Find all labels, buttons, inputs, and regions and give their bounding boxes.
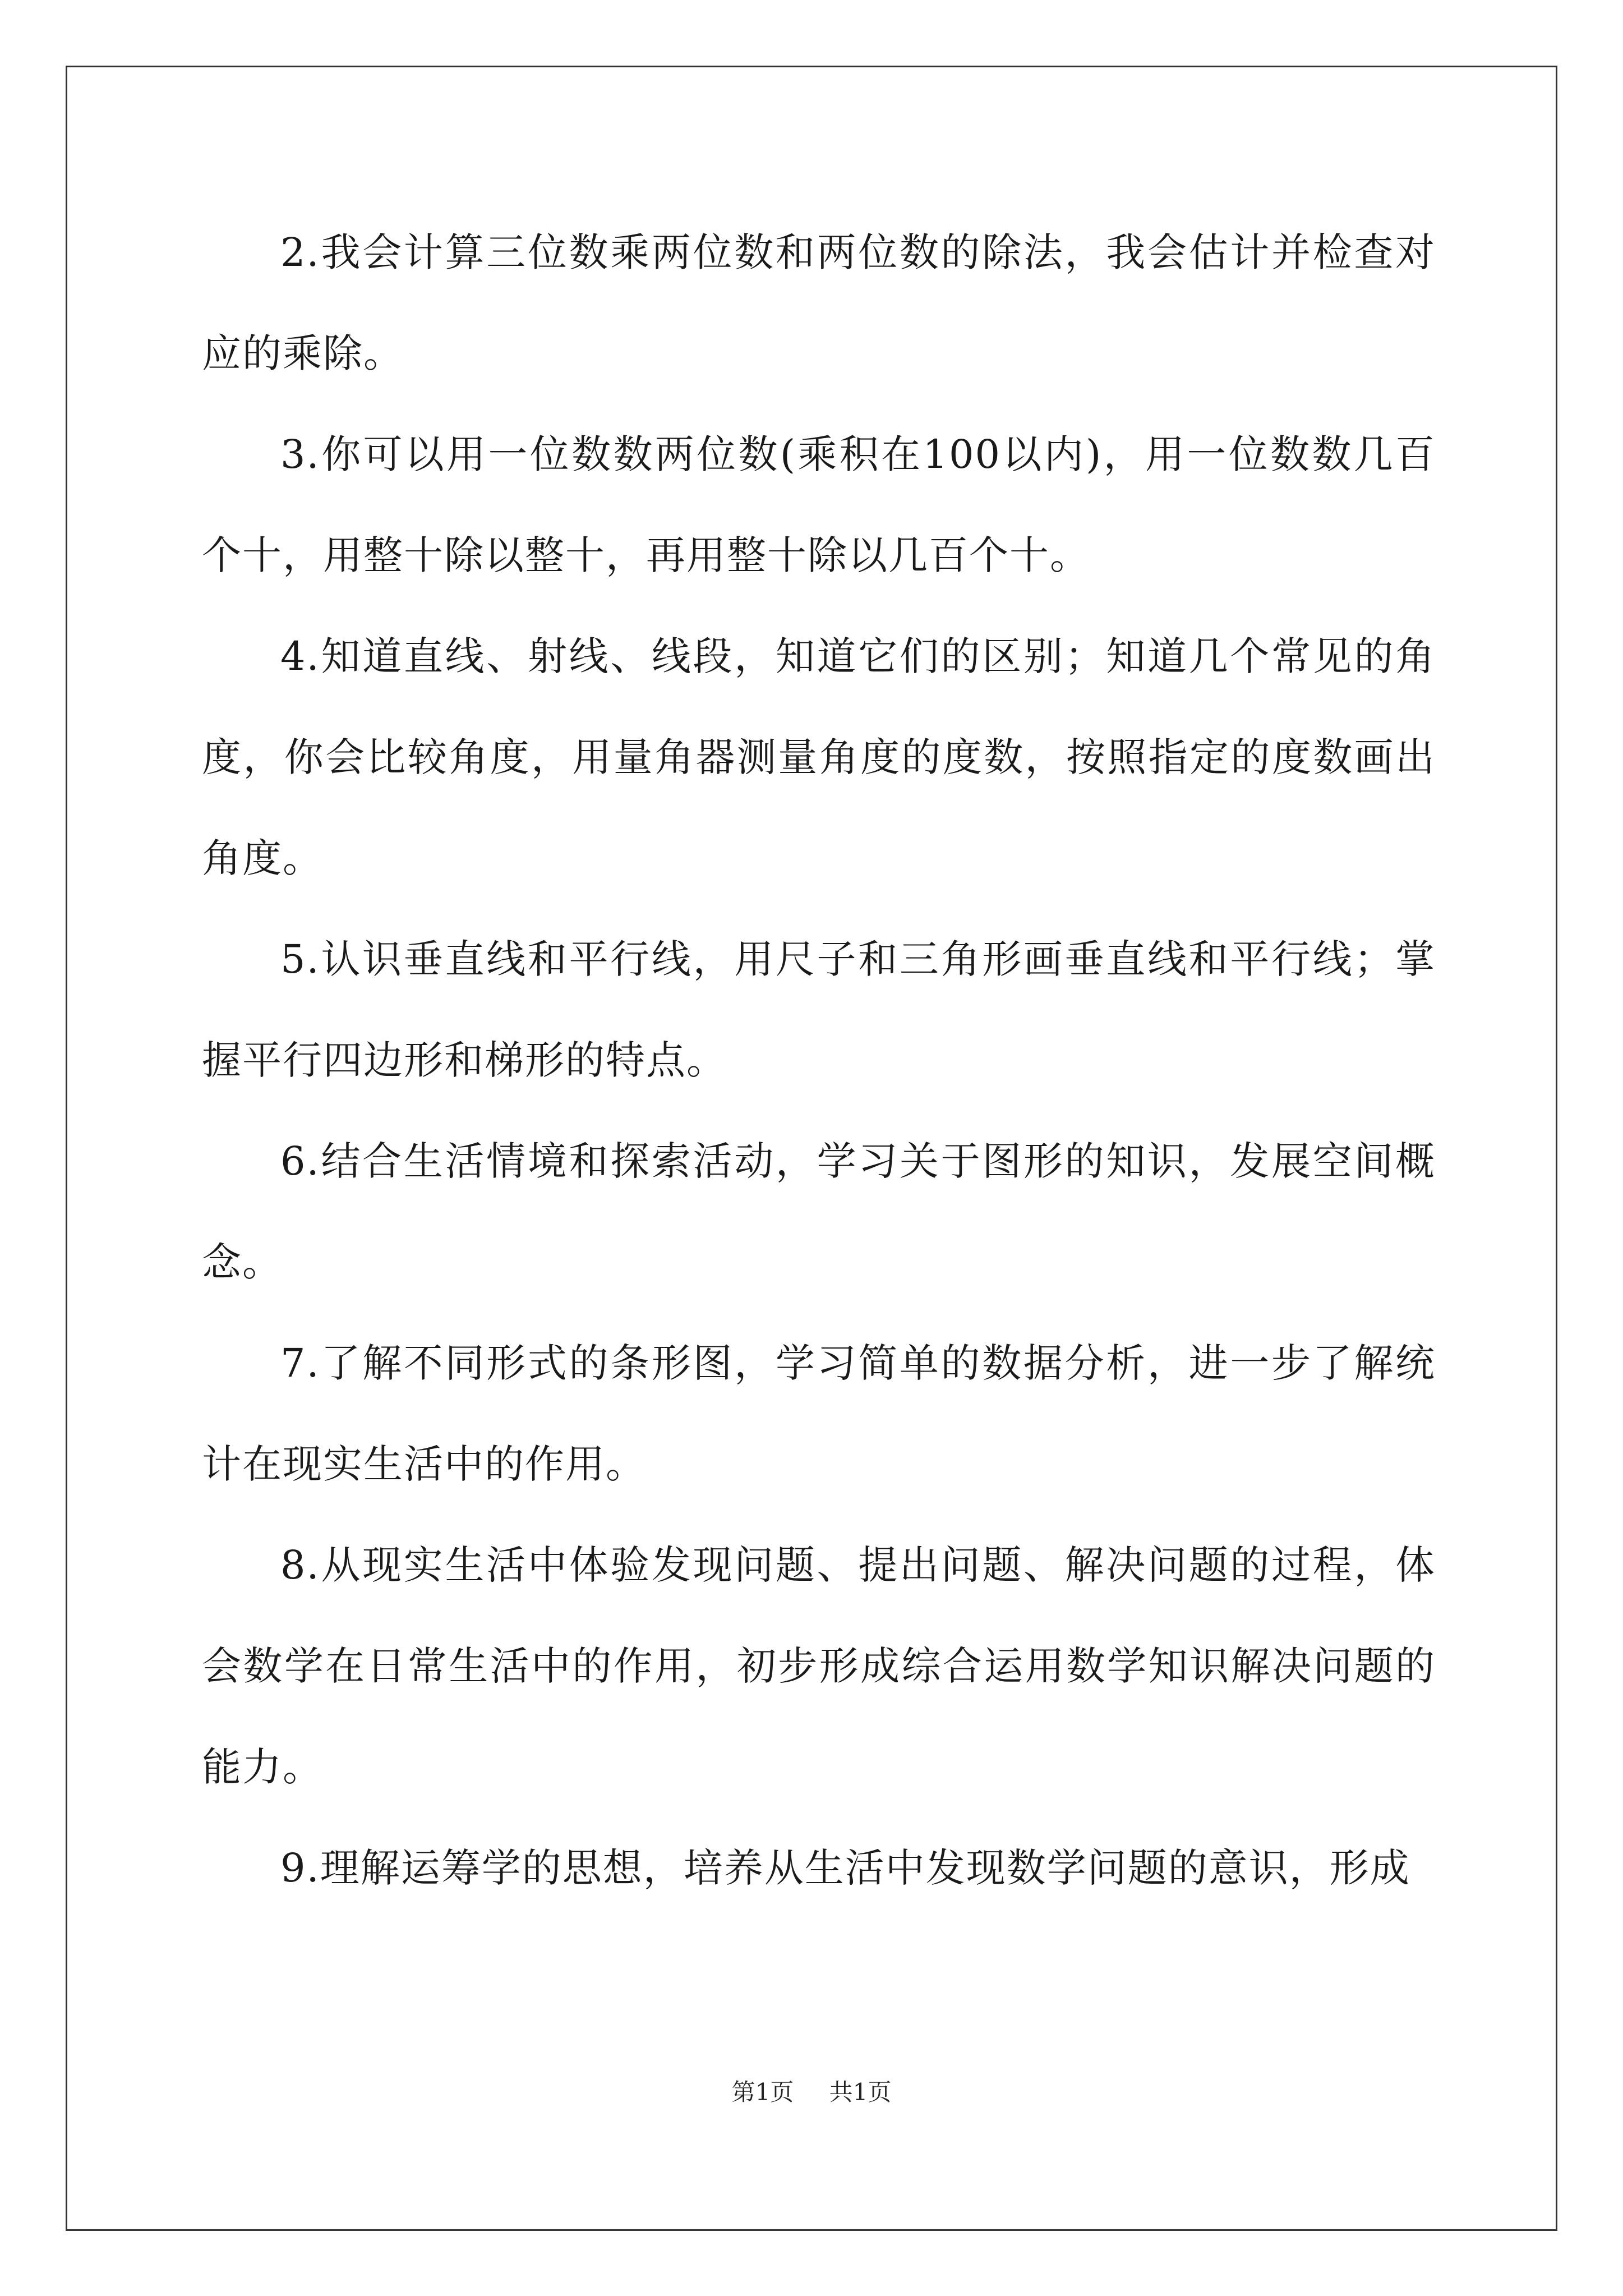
paragraph-item-6: 6.结合生活情境和探索活动，学习关于图形的知识，发展空间概念。 [202,1138,1436,1285]
paragraph-item-5: 5.认识垂直线和平行线，用尺子和三角形画垂直线和平行线；掌握平行四边形和梯形的特点。 [202,936,1436,1083]
page-footer [0,2076,1623,2109]
paragraph-item-4: 4.知道直线、射线、线段，知道它们的区别；知道几个常见的角度，你会比较角度，用量角器测量角度的度数，按照指定的度数画出角度。 [202,633,1436,881]
paragraph-item-8: 8.从现实生活中体验发现问题、提出问题、解决问题的过程，体会数学在日常生活中的作用，初步形成综合运用数学知识解决问题的能力。 [202,1542,1436,1790]
paragraph-item-9: 9.理解运筹学的思想，培养从生活中发现数学问题的意识，形成 [280,1845,1410,1891]
document-body [202,202,1436,1918]
paragraph-item-2: 2.我会计算三位数乘两位数和两位数的除法，我会估计并检查对应的乘除。 [202,229,1436,376]
page-number-current: 第1页 [731,2078,794,2106]
paragraph-item-7: 7.了解不同形式的条形图，学习简单的数据分析，进一步了解统计在现实生活中的作用。 [202,1340,1436,1487]
paragraph-item-3: 3.你可以用一位数数两位数(乘积在100以内)，用一位数数几百个十，用整十除以整十，再用整十除以几百个十。 [202,431,1436,578]
page-number-total: 共1页 [829,2078,892,2106]
